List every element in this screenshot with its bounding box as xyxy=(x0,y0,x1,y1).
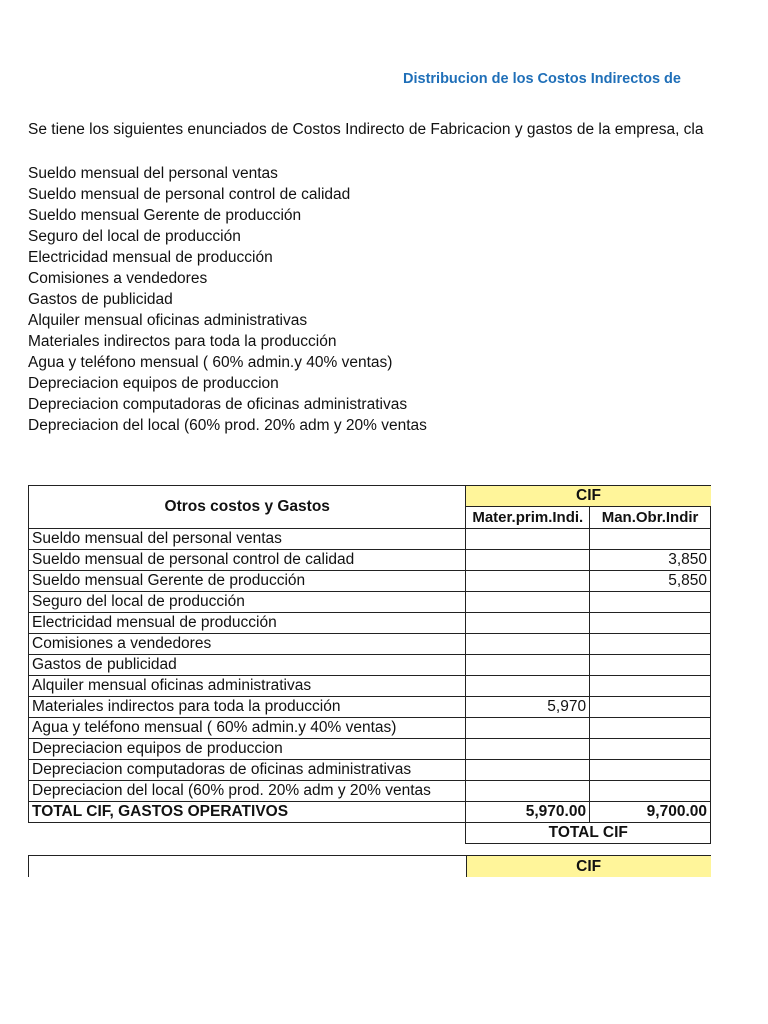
cell-mpi xyxy=(466,613,590,634)
row-label: Depreciacion equipos de produccion xyxy=(29,739,466,760)
list-item: Sueldo mensual Gerente de producción xyxy=(28,207,302,224)
row-label: Comisiones a vendedores xyxy=(29,634,466,655)
row-label: Seguro del local de producción xyxy=(29,592,466,613)
cell-mpi xyxy=(466,760,590,781)
table-row xyxy=(29,676,711,697)
row-label: Gastos de publicidad xyxy=(29,655,466,676)
list-item: Comisiones a vendedores xyxy=(28,270,208,287)
cell-mpi: 5,970 xyxy=(466,697,590,718)
cell-moi xyxy=(590,655,711,676)
list-item: Sueldo mensual del personal ventas xyxy=(28,165,278,182)
cell-moi: 5,850 xyxy=(590,571,711,592)
cell-mpi xyxy=(466,718,590,739)
cell-mpi xyxy=(466,739,590,760)
cell-mpi xyxy=(466,592,590,613)
table-row xyxy=(29,760,711,781)
cell-moi: 3,850 xyxy=(590,550,711,571)
table-row xyxy=(29,571,711,592)
cell-moi xyxy=(590,697,711,718)
row-label: Sueldo mensual de personal control de calidad xyxy=(29,550,466,571)
cell-moi xyxy=(590,718,711,739)
cif-table xyxy=(28,485,711,844)
total-cif-label: TOTAL CIF xyxy=(466,823,711,844)
row-label: Depreciacion del local (60% prod. 20% adm y 20% ventas xyxy=(29,781,466,802)
cell-moi xyxy=(590,760,711,781)
cell-mpi xyxy=(466,571,590,592)
total-label: TOTAL CIF, GASTOS OPERATIVOS xyxy=(29,802,466,823)
row-label: Sueldo mensual Gerente de producción xyxy=(29,571,466,592)
cell-mpi xyxy=(466,550,590,571)
table-header-otros: Otros costos y Gastos xyxy=(29,486,466,529)
cell-mpi xyxy=(466,529,590,550)
list-item: Materiales indirectos para toda la producción xyxy=(28,333,337,350)
cell-mpi xyxy=(466,676,590,697)
cell-moi xyxy=(590,592,711,613)
intro-text: Se tiene los siguientes enunciados de Costos Indirecto de Fabricacion y gastos de la empresa, cla xyxy=(28,121,704,138)
cell-moi xyxy=(590,529,711,550)
row-label: Depreciacion computadoras de oficinas administrativas xyxy=(29,760,466,781)
cell-moi xyxy=(590,634,711,655)
list-item: Sueldo mensual de personal control de calidad xyxy=(28,186,351,203)
table-row xyxy=(29,718,711,739)
table-row xyxy=(29,697,711,718)
list-item: Depreciacion computadoras de oficinas administrativas xyxy=(28,396,408,413)
cell-mpi xyxy=(466,655,590,676)
total-cif-row xyxy=(29,823,711,844)
cell-moi xyxy=(590,739,711,760)
list-item: Depreciacion equipos de produccion xyxy=(28,375,279,392)
list-item: Agua y teléfono mensual ( 60% admin.y 40% ventas) xyxy=(28,354,393,371)
table-row xyxy=(29,634,711,655)
table-header-cif: CIF xyxy=(466,486,711,507)
row-label: Agua y teléfono mensual ( 60% admin.y 40% ventas) xyxy=(29,718,466,739)
list-item: Seguro del local de producción xyxy=(28,228,241,245)
total-moi: 9,700.00 xyxy=(590,802,711,823)
cell-moi xyxy=(590,613,711,634)
column-header-mpi: Mater.prim.Indi. xyxy=(466,507,590,529)
total-row xyxy=(29,802,711,823)
total-mpi: 5,970.00 xyxy=(466,802,590,823)
list-item: Alquiler mensual oficinas administrativas xyxy=(28,312,308,329)
document-title: Distribucion de los Costos Indirectos de xyxy=(403,71,681,87)
row-label: Sueldo mensual del personal ventas xyxy=(29,529,466,550)
cell-mpi xyxy=(466,634,590,655)
table-row xyxy=(29,655,711,676)
list-item: Gastos de publicidad xyxy=(28,291,173,308)
table-row xyxy=(29,613,711,634)
row-label: Alquiler mensual oficinas administrativas xyxy=(29,676,466,697)
column-header-moi: Man.Obr.Indir xyxy=(590,507,711,529)
row-label: Electricidad mensual de producción xyxy=(29,613,466,634)
table-row xyxy=(29,592,711,613)
table-row xyxy=(29,739,711,760)
table-row xyxy=(29,529,711,550)
cell-moi xyxy=(590,676,711,697)
table-row xyxy=(29,550,711,571)
row-label: Materiales indirectos para toda la producción xyxy=(29,697,466,718)
items-list xyxy=(28,163,427,436)
table2-header-cif: CIF xyxy=(466,856,710,878)
list-item: Electricidad mensual de producción xyxy=(28,249,273,266)
page-cut xyxy=(0,877,711,1024)
list-item: Depreciacion del local (60% prod. 20% adm y 20% ventas xyxy=(28,417,427,434)
cell-mpi xyxy=(466,781,590,802)
cell-moi xyxy=(590,781,711,802)
table-row xyxy=(29,781,711,802)
